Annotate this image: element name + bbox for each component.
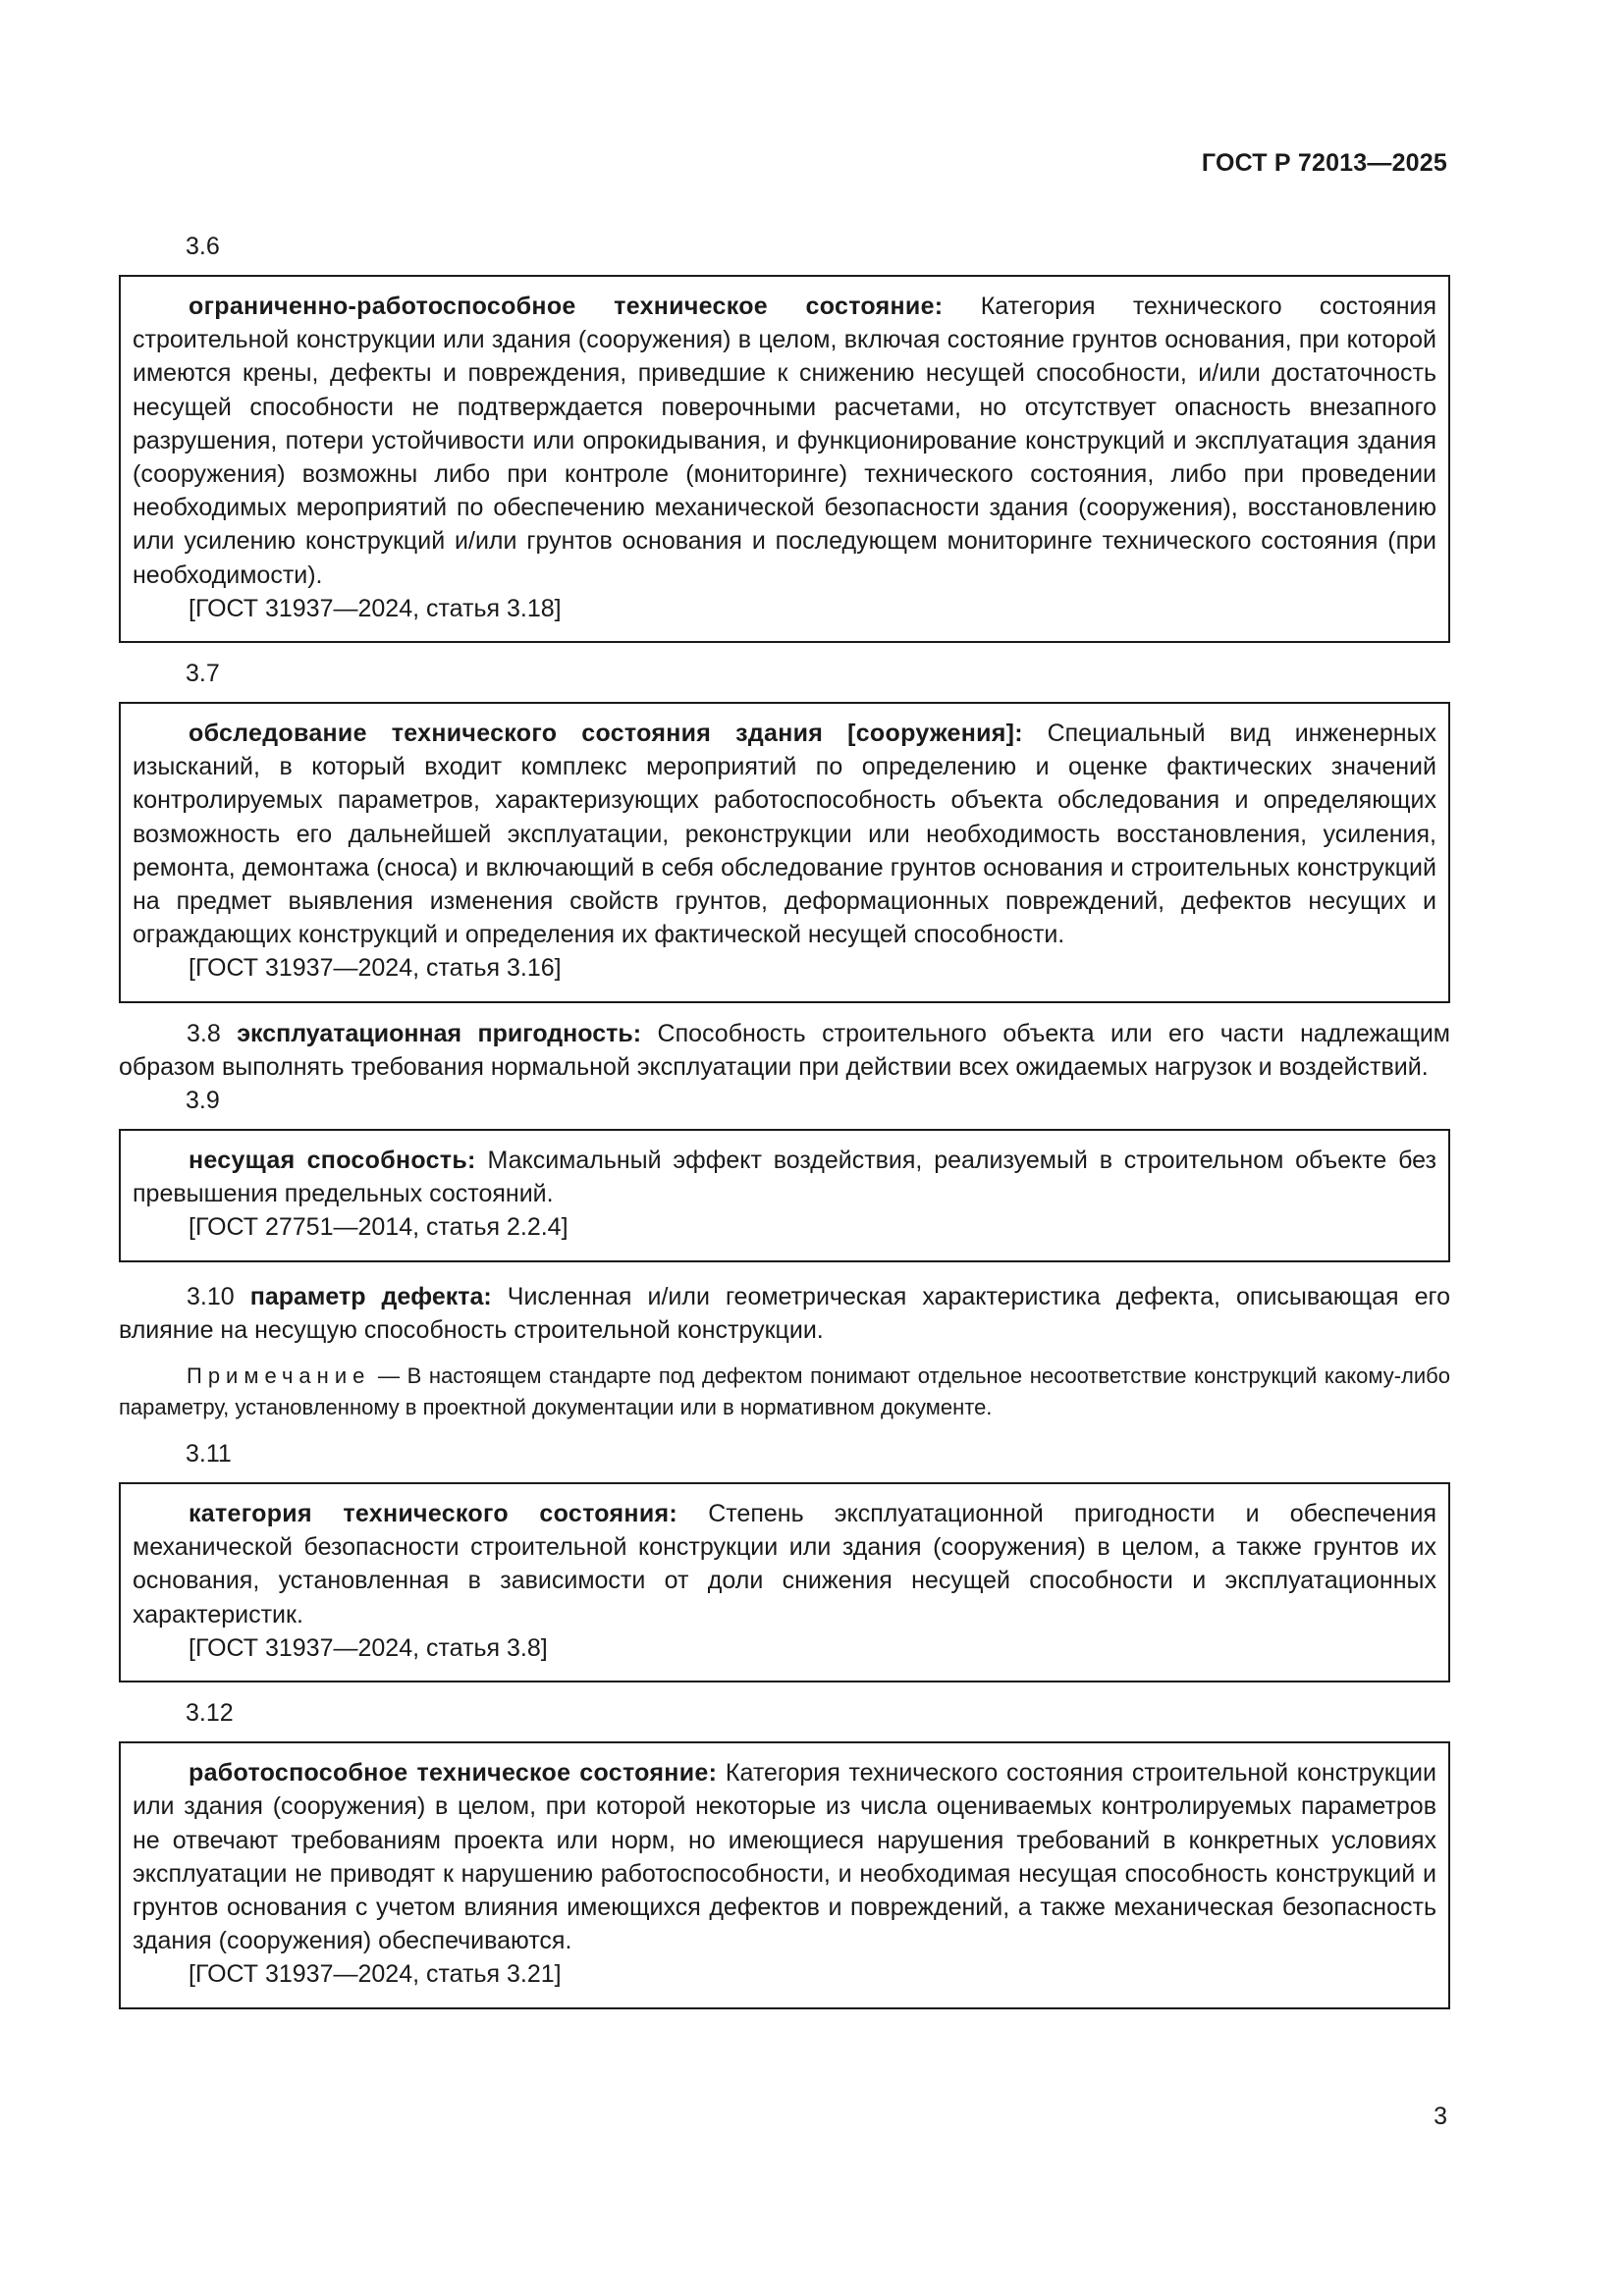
- term-paragraph-inline: [119, 1280, 1450, 1347]
- term-definition: Категория технического состояния строительной конструкции или здания (сооружения) в целом, при которой некоторые из числа оцениваемых контролируемых параметров не отвечают требованиям проекта или норм, но имеющиеся нарушения требований в конкретных условиях эксплуатации не приводят к нарушению работоспособности, и необходимая несущая способность конструкций и грунтов основания с учетом влияния имеющихся дефектов и повреждений, а также механическая безопасность здания (сооружения) обеспечиваются.: [133, 1759, 1436, 1955]
- term-paragraph: [133, 717, 1436, 951]
- term-number: 3.9: [186, 1087, 220, 1115]
- term-name: несущая способность:: [189, 1147, 476, 1175]
- term-name: категория технического состояния:: [189, 1500, 677, 1528]
- term-number: 3.10: [187, 1282, 235, 1310]
- document-body: [119, 230, 1450, 2023]
- term-paragraph: [133, 1756, 1436, 1957]
- term-definition: Категория технического состояния строительной конструкции или здания (сооружения) в целом, включая состояние грунтов основания, при которой имеются крены, дефекты и повреждения, приведшие к снижению несущей способности, и/или достаточность несущей способности не подтверждается поверочными расчетами, но отсутствует опасность внезапного разрушения, потери устойчивости или опрокидывания, и функционирование конструкций и эксплуатация здания (сооружения) возможны либо при контроле (мониторинге) технического состояния, либо при проведении необходимых мероприятий по обеспечению механической безопасности здания (сооружения), восстановлению или усилению конструкций и/или грунтов основания и последующем мониторинге технического состояния (при необходимости).: [133, 293, 1437, 589]
- term-source: [ГОСТ 27751—2014, статья 2.2.4]: [189, 1213, 568, 1242]
- page-number: 3: [1434, 2103, 1447, 2130]
- term-definition-box: [119, 275, 1450, 643]
- term-number: 3.6: [186, 233, 220, 260]
- term-number: 3.12: [186, 1699, 234, 1728]
- term-name: эксплуатационная пригодность:: [237, 1019, 642, 1047]
- term-paragraph: [133, 1144, 1436, 1210]
- term-definition: Способность строительного объекта или его части надлежащим образом выполнять требования нормальной эксплуатации при действии всех ожидаемых нагрузок и воздействий.: [119, 1019, 1450, 1081]
- note-label: Примечание: [187, 1363, 371, 1389]
- term-source: [ГОСТ 31937—2024, статья 3.18]: [189, 594, 562, 622]
- term-definition: Численная и/или геометрическая характеристика дефекта, описывающая его влияние на несущую способность строительной конструкции.: [119, 1282, 1450, 1344]
- term-source: [ГОСТ 31937—2024, статья 3.8]: [189, 1633, 548, 1662]
- term-definition: Максимальный эффект воздействия, реализуемый в строительном объекте без превышения предельных состояний.: [133, 1147, 1436, 1208]
- term-number: 3.8: [187, 1019, 221, 1047]
- term-definition-box: [119, 1482, 1450, 1682]
- term-name: параметр дефекта:: [249, 1282, 492, 1310]
- term-name: работоспособное техническое состояние:: [189, 1759, 718, 1788]
- note-text: — В настоящем стандарте под дефектом понимают отдельное несоответствие конструкций какому-либо параметру, установленному в проектной документации или в нормативном документе.: [119, 1363, 1450, 1420]
- term-note: [119, 1361, 1450, 1423]
- term-number: 3.11: [186, 1440, 232, 1468]
- term-source: [ГОСТ 31937—2024, статья 3.16]: [189, 954, 562, 983]
- term-number: 3.7: [186, 660, 220, 688]
- term-source: [ГОСТ 31937—2024, статья 3.21]: [189, 1960, 562, 1989]
- term-paragraph-inline: [119, 1017, 1450, 1084]
- term-paragraph: [133, 1497, 1436, 1631]
- term-definition-box: [119, 1741, 1450, 2008]
- term-definition-box: [119, 702, 1450, 1003]
- term-paragraph: [133, 290, 1436, 592]
- document-header-title: ГОСТ Р 72013—2025: [1201, 149, 1447, 177]
- term-definition: Степень эксплуатационной пригодности и обеспечения механической безопасности строительной конструкции или здания (сооружения) в целом, а также грунтов их основания, установленная в зависимости от доли снижения несущей способности и эксплуатационных характеристик.: [133, 1500, 1436, 1629]
- term-name: обследование технического состояния здания [сооружения]:: [189, 720, 1023, 748]
- term-definition-box: [119, 1129, 1450, 1262]
- term-definition: Специальный вид инженерных изысканий, в который входит комплекс мероприятий по определению и оценке фактических значений контролируемых параметров, характеризующих работоспособность объекта обследования и определяющих возможность его дальнейшей эксплуатации, реконструкции или необходимость восстановления, усиления, ремонта, демонтажа (сноса) и включающий в себя обследование грунтов основания и строительных конструкций на предмет выявления изменения свойств грунтов, деформационных повреждений, дефектов несущих и ограждающих конструкций и определения их фактической несущей способности.: [133, 720, 1436, 949]
- term-name: ограниченно-работоспособное техническое состояние:: [189, 293, 944, 320]
